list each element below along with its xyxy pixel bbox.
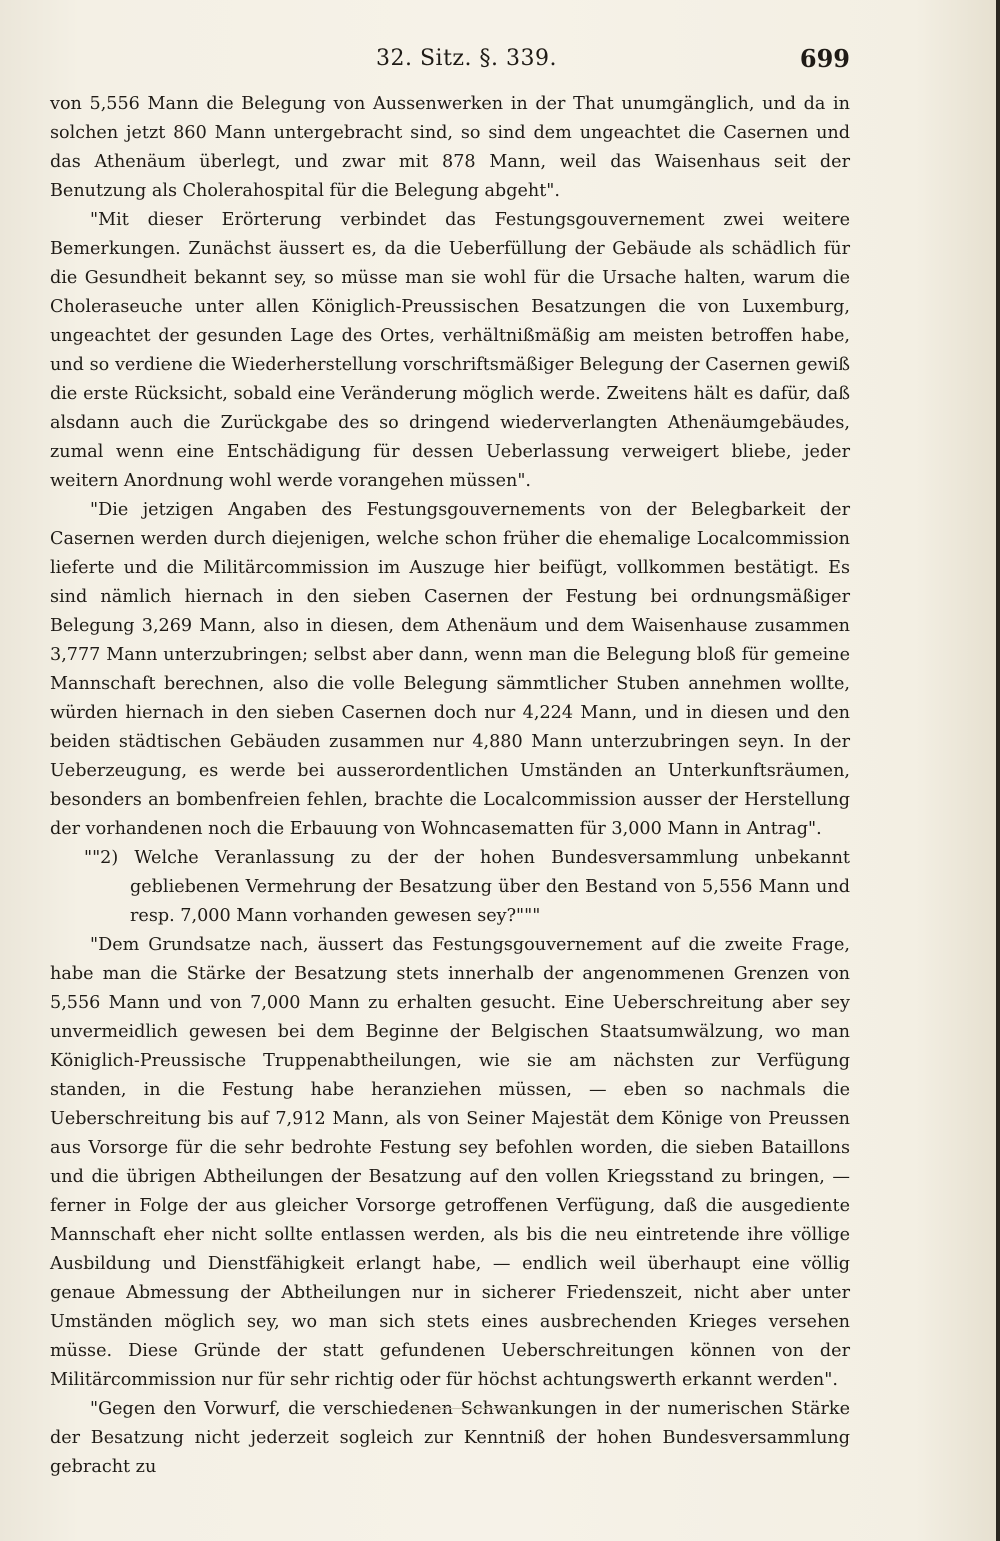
paragraph: "Die jetzigen Angaben des Festungsgouvernements von der Belegbarkeit der Casernen werden durch diejenigen, welche schon früher die ehemalige Localcommission lieferte und die Militärcommission im Auszuge hier beifügt, vollkommen bestätigt. Es sind nämlich hiernach in den sieben Casernen der Festung bei ordnungsmäßiger Belegung 3,269 Mann, also in diesen, dem Athenäum und dem Waisenhause zusammen 3,777 Mann unterzubringen; selbst aber dann, wenn man die Belegung bloß für gemeine Mannschaft berechnen, also die volle Belegung sämmtlicher Stuben annehmen wollte, würden hiernach in den sieben Casernen doch nur 4,224 Mann, und in diesen und den beiden städtischen Gebäuden zusammen nur 4,880 Mann unterzubringen seyn. In der Ueberzeugung, es werde bei ausserordentlichen Umständen an Unterkunftsräumen, besonders an bombenfreien fehlen, brachte die Localcommission ausser der Herstellung der vorhandenen noch die Erbauung von Wohncasematten für 3,000 Mann in Antrag".: [50, 500, 850, 839]
running-header: 32. Sitz. §. 339.: [376, 46, 557, 71]
paragraph: "Gegen den Vorwurf, die verschiedenen Schwankungen in der numerischen Stärke der Besatzung nicht jederzeit sogleich zur Kenntniß der hohen Bundesversammlung gebracht zu: [50, 1399, 850, 1477]
question-item: ""2) Welche Veranlassung zu der der hohen Bundesversammlung unbekannt gebliebenen Vermehrung der Besatzung über den Bestand von 5,556 Mann und resp. 7,000 Mann vorhanden gewesen sey?""": [84, 848, 850, 926]
bottom-divider: [404, 1408, 524, 1409]
body-text: [50, 90, 850, 1482]
page-number: 699: [799, 44, 850, 73]
paragraph: von 5,556 Mann die Belegung von Aussenwerken in der That unumgänglich, und da in solchen jetzt 860 Mann untergebracht sind, so sind dem ungeachtet die Casernen und das Athenäum überlegt, und zwar mit 878 Mann, weil das Waisenhaus seit der Benutzung als Cholerahospital für die Belegung abgeht".: [50, 94, 850, 201]
paragraph: "Dem Grundsatze nach, äussert das Festungsgouvernement auf die zweite Frage, habe man die Stärke der Besatzung stets innerhalb der angenommenen Grenzen von 5,556 Mann und von 7,000 Mann zu erhalten gesucht. Eine Ueberschreitung aber sey unvermeidlich gewesen bei dem Beginne der Belgischen Staatsumwälzung, wo man Königlich-Preussische Truppenabtheilungen, wie sie am nächsten zur Verfügung standen, in die Festung habe heranziehen müssen, — eben so nachmals die Ueberschreitung bis auf 7,912 Mann, als von Seiner Majestät dem Könige von Preussen aus Vorsorge für die sehr bedrohte Festung sey befohlen worden, die sieben Bataillons und die übrigen Abtheilungen der Besatzung auf den vollen Kriegsstand zu bringen, — ferner in Folge der aus gleicher Vorsorge getroffenen Verfügung, daß die ausgediente Mannschaft eher nicht sollte entlassen werden, als bis die neu eintretende ihre völlige Ausbildung und Dienstfähigkeit erlangt habe, — endlich weil überhaupt eine völlig genaue Abmessung der Abtheilungen nur in sicherer Friedenszeit, nicht aber unter Umständen möglich sey, wo man sich stets eines ausbrechenden Krieges versehen müsse. Diese Gründe der statt gefundenen Ueberschreitungen können von der Militärcommission nur für sehr richtig oder für höchst achtungswerth erkannt werden".: [50, 935, 850, 1390]
page-header: [50, 44, 850, 80]
paragraph: "Mit dieser Erörterung verbindet das Festungsgouvernement zwei weitere Bemerkungen. Zunächst äussert es, da die Ueberfüllung der Gebäude als schädlich für die Gesundheit bekannt sey, so müsse man sie wohl für die Ursache halten, warum die Choleraseuche unter allen Königlich-Preussischen Besatzungen die von Luxemburg, ungeachtet der gesunden Lage des Ortes, verhältnißmäßig am meisten betroffen habe, und so verdiene die Wiederherstellung vorschriftsmäßiger Belegung der Casernen gewiß die erste Rücksicht, sobald eine Veränderung möglich werde. Zweitens hält es dafür, daß alsdann auch die Zurückgabe des so dringend wiederverlangten Athenäumgebäudes, zumal wenn eine Entschädigung für dessen Ueberlassung verweigert bliebe, jeder weitern Anordnung wohl werde vorangehen müssen".: [50, 210, 850, 491]
